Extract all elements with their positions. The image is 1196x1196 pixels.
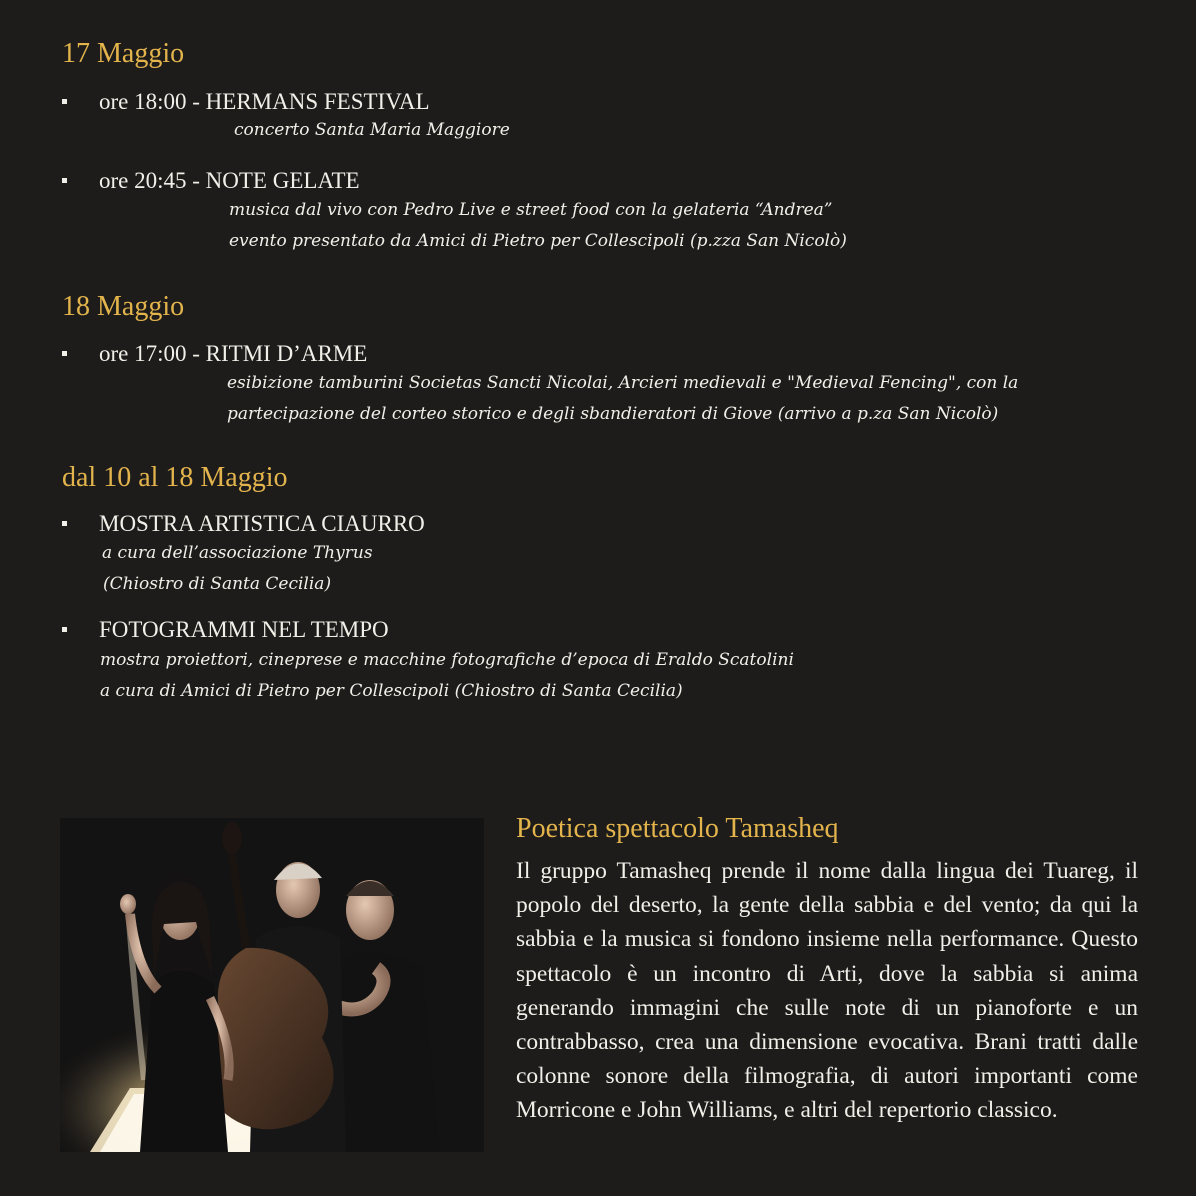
- section-heading-dal-10-al-18-maggio: dal 10 al 18 Maggio: [62, 462, 288, 493]
- event-detail: evento presentato da Amici di Pietro per Collescipoli (p.zza San Nicolò): [229, 231, 847, 251]
- event-detail: esibizione tamburini Societas Sancti Nicolai, Arcieri medievali e "Medieval Fencing", con la: [227, 373, 1019, 393]
- feature-body: Il gruppo Tamasheq prende il nome dalla lingua dei Tuareg, il popolo del deserto, la gente della sabbia e del vento; da qui la sabbia e la musica si fondono insieme nella performance. Questo spettacolo è un incontro di Arti, dove la sabbia si anima generando immagini che sulle note di un pianoforte e un contrabbasso, crea una dimensione evocativa. Brani tratti dalle colonne sonore della filmografia, di autori importanti come Morricone e John Williams, e altri del repertorio classico.: [516, 858, 1138, 1124]
- bullet-icon: [62, 627, 67, 632]
- bullet-icon: [62, 521, 67, 526]
- event-detail: musica dal vivo con Pedro Live e street food con la gelateria “Andrea”: [229, 200, 833, 220]
- event-detail: concerto Santa Maria Maggiore: [234, 120, 510, 140]
- event-title: FOTOGRAMMI NEL TEMPO: [99, 617, 389, 642]
- event-title: MOSTRA ARTISTICA CIAURRO: [99, 511, 425, 536]
- performers-photo: [60, 818, 484, 1152]
- bullet-icon: [62, 351, 67, 356]
- event-title: ore 17:00 - RITMI D’ARME: [99, 341, 368, 366]
- bullet-icon: [62, 178, 67, 183]
- event-detail: partecipazione del corteo storico e degli sbandieratori di Giove (arrivo a p.za San Nicolò): [227, 404, 999, 424]
- section-heading-18-maggio: 18 Maggio: [62, 291, 185, 322]
- event-detail: a cura di Amici di Pietro per Collescipoli (Chiostro di Santa Cecilia): [100, 681, 683, 701]
- event-detail: (Chiostro di Santa Cecilia): [103, 574, 332, 594]
- bullet-icon: [62, 99, 67, 104]
- event-title: ore 18:00 - HERMANS FESTIVAL: [99, 89, 430, 114]
- event-detail: a cura dell’associazione Thyrus: [102, 543, 373, 563]
- feature-title: Poetica spettacolo Tamasheq: [516, 813, 839, 844]
- event-detail: mostra proiettori, cineprese e macchine fotografiche d’epoca di Eraldo Scatolini: [100, 650, 794, 670]
- section-heading-17-maggio: 17 Maggio: [62, 38, 185, 69]
- event-title: ore 20:45 - NOTE GELATE: [99, 168, 360, 193]
